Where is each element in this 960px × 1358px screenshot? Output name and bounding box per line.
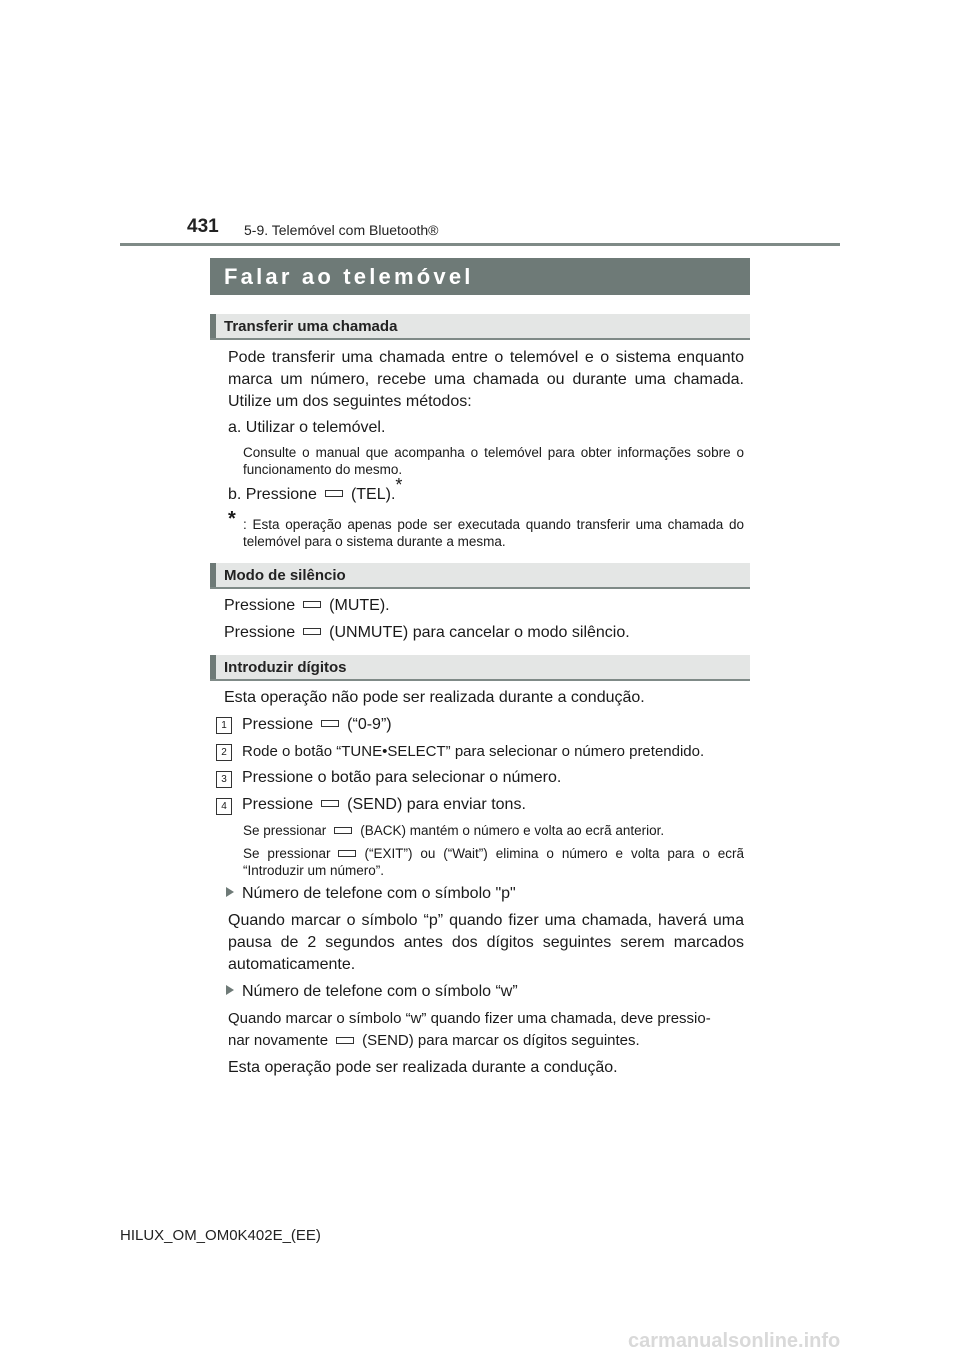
heading-accent bbox=[210, 655, 216, 679]
digit-key-icon bbox=[321, 720, 339, 727]
w-symbol-heading bbox=[226, 981, 518, 1003]
exit-note-prefix: Se pressionar bbox=[243, 846, 331, 861]
heading-accent bbox=[210, 563, 216, 587]
step-3: Pressione o botão para selecionar o número. bbox=[242, 769, 562, 786]
step-number-2: 2 bbox=[216, 744, 232, 761]
mute-key-icon bbox=[303, 601, 321, 608]
step-1 bbox=[242, 714, 392, 736]
step-1-suffix: (“0-9”) bbox=[347, 716, 392, 733]
p-symbol-text: Quando marcar o símbolo “p” quando fizer uma chamada, haverá uma pausa de 2 segundos antes dos dígitos seguintes serem marcados automaticamente. bbox=[228, 912, 744, 973]
back-note-prefix: Se pressionar bbox=[243, 823, 327, 838]
w-symbol-heading-text: Número de telefone com o símbolo “w” bbox=[242, 983, 518, 1000]
transfer-option-a: a. Utilizar o telemóvel. bbox=[228, 419, 386, 436]
watermark: carmanualsonline.info bbox=[628, 1330, 841, 1352]
p-symbol-heading bbox=[226, 883, 516, 905]
heading-digits bbox=[210, 655, 750, 681]
page-number: 431 bbox=[187, 216, 219, 237]
step-4-suffix: (SEND) para enviar tons. bbox=[347, 796, 526, 813]
w-symbol-text-line-2 bbox=[228, 1030, 640, 1052]
transfer-footnote: : Esta operação apenas pode ser executada quando transferir uma chamada do telemóvel para o sistema durante a mesma. bbox=[243, 517, 744, 549]
step-4 bbox=[242, 794, 526, 816]
w-text-prefix: nar novamente bbox=[228, 1032, 329, 1049]
option-b-suffix: (TEL). bbox=[350, 486, 396, 503]
exit-note-suffix: (“EXIT”) ou (“Wait”) elimina o número e volta para o ecrã “Introduzir um número”. bbox=[243, 846, 745, 878]
back-note bbox=[243, 822, 664, 839]
mute-line-1-prefix: Pressione bbox=[224, 597, 296, 614]
exit-note bbox=[243, 845, 744, 879]
step-2: Rode o botão “TUNE•SELECT” para selecionar o número pretendido. bbox=[242, 743, 705, 760]
page-title: Falar ao telemóvel bbox=[210, 258, 750, 295]
exit-key-icon bbox=[338, 850, 356, 857]
option-b-prefix: b. Pressione bbox=[228, 486, 317, 503]
mute-line-2-prefix: Pressione bbox=[224, 624, 296, 641]
step-number-1: 1 bbox=[216, 717, 232, 734]
heading-digits-label: Introduzir dígitos bbox=[224, 659, 347, 676]
header-divider bbox=[120, 243, 840, 246]
heading-transfer bbox=[210, 314, 750, 340]
mute-line-2-suffix: (UNMUTE) para cancelar o modo silêncio. bbox=[329, 624, 630, 641]
footnote-marker: * bbox=[228, 508, 236, 530]
final-note: Esta operação pode ser realizada durante a condução. bbox=[228, 1059, 618, 1076]
digits-note: Esta operação não pode ser realizada durante a condução. bbox=[224, 689, 645, 706]
heading-mute bbox=[210, 563, 750, 589]
back-key-icon bbox=[334, 827, 352, 834]
heading-transfer-label: Transferir uma chamada bbox=[224, 318, 398, 335]
mute-line-1-suffix: (MUTE). bbox=[329, 597, 390, 614]
transfer-intro: Pode transferir uma chamada entre o telemóvel e o sistema enquanto marca um número, recebe uma chamada ou durante uma chamada. Utilize um dos seguintes métodos: bbox=[228, 349, 744, 410]
unmute-key-icon bbox=[303, 628, 321, 635]
heading-accent bbox=[210, 314, 216, 338]
section-title: 5-9. Telemóvel com Bluetooth® bbox=[244, 222, 439, 238]
document-code: HILUX_OM_OM0K402E_(EE) bbox=[120, 1227, 321, 1244]
tel-key-icon bbox=[325, 490, 343, 497]
mute-line-1 bbox=[224, 595, 390, 617]
triangle-bullet-icon bbox=[226, 887, 234, 897]
step-number-4: 4 bbox=[216, 798, 232, 815]
send-key-icon bbox=[336, 1037, 354, 1044]
w-symbol-text-line-1: Quando marcar o símbolo “w” quando fizer uma chamada, deve pressio- bbox=[228, 1010, 711, 1027]
mute-line-2 bbox=[224, 622, 630, 644]
triangle-bullet-icon bbox=[226, 985, 234, 995]
footnote-star: * bbox=[395, 474, 403, 495]
w-text-suffix: (SEND) para marcar os dígitos seguintes. bbox=[362, 1032, 640, 1049]
step-1-prefix: Pressione bbox=[242, 716, 314, 733]
send-key-icon bbox=[321, 800, 339, 807]
back-note-suffix: (BACK) mantém o número e volta ao ecrã anterior. bbox=[360, 823, 665, 838]
p-symbol-heading-text: Número de telefone com o símbolo "p" bbox=[242, 885, 516, 902]
transfer-option-b bbox=[228, 474, 403, 506]
step-4-prefix: Pressione bbox=[242, 796, 314, 813]
step-number-3: 3 bbox=[216, 771, 232, 788]
transfer-option-a-note: Consulte o manual que acompanha o telemóvel para obter informações sobre o funcionamento do mesmo. bbox=[243, 445, 744, 477]
heading-mute-label: Modo de silêncio bbox=[224, 567, 346, 584]
